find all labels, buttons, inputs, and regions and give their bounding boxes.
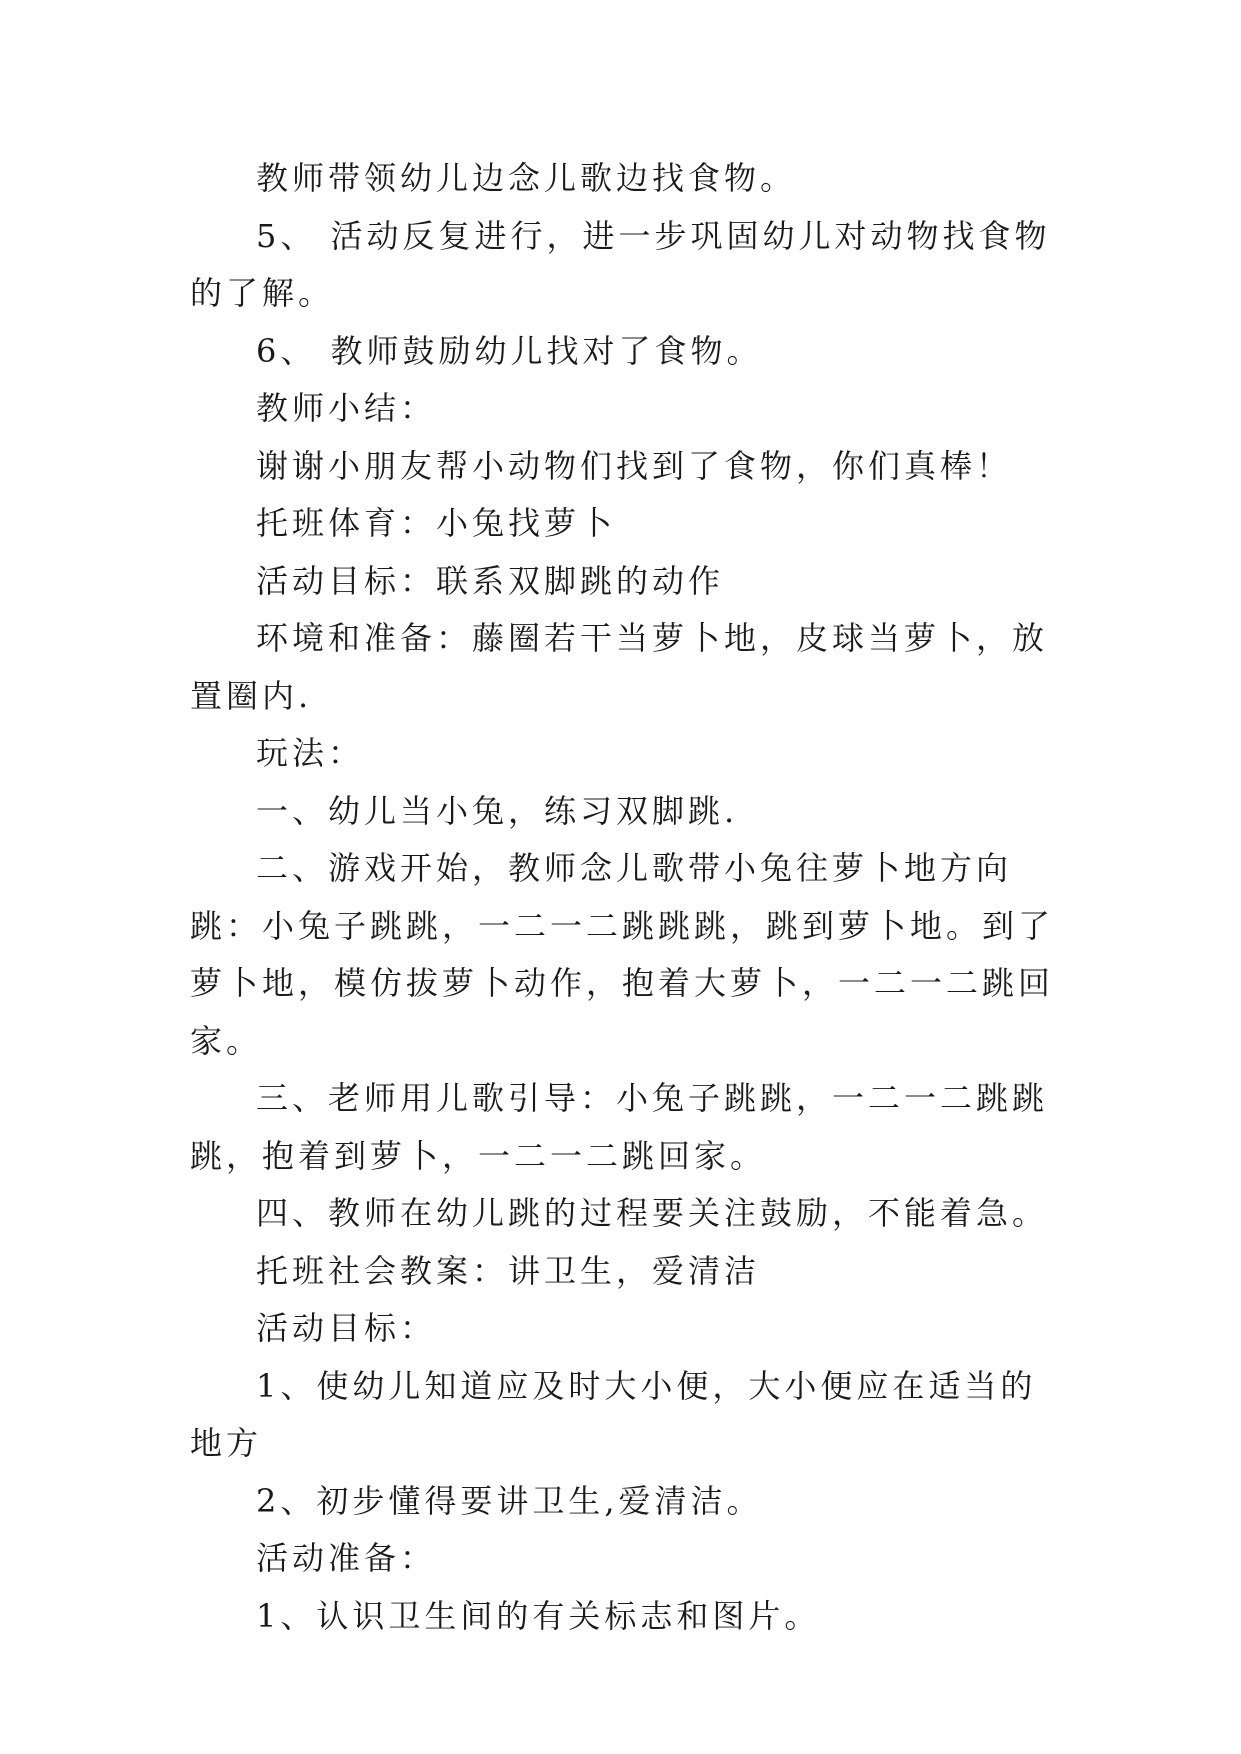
paragraph: 谢谢小朋友帮小动物们找到了食物，你们真棒！ — [256, 446, 1013, 485]
paragraph: 2、初步懂得要讲卫生,爱清洁。 — [256, 1481, 763, 1520]
paragraph: 四、教师在幼儿跳的过程要关注鼓励，不能着急。 — [256, 1194, 1049, 1232]
paragraph: 5、 活动反复进行，进一步巩固幼儿对动物找食物的了解。 — [190, 216, 1051, 312]
section-title: 托班社会教案：讲卫生，爱清洁 — [256, 1251, 761, 1290]
paragraph: 6、 教师鼓励幼儿找对了食物。 — [256, 331, 763, 370]
paragraph: 一、幼儿当小兔，练习双脚跳. — [256, 791, 739, 830]
paragraph: 活动准备： — [256, 1539, 437, 1577]
section-title: 托班体育：小兔找萝卜 — [256, 504, 617, 542]
paragraph: 教师带领幼儿边念儿歌边找食物。 — [256, 159, 797, 197]
paragraph: 活动目标： — [256, 1309, 437, 1347]
paragraph: 教师小结： — [256, 389, 437, 427]
paragraph: 环境和准备：藤圈若干当萝卜地，皮球当萝卜，放置圈内. — [190, 619, 1049, 715]
paragraph: 玩法： — [256, 734, 365, 772]
paragraph: 二、游戏开始，教师念儿歌带小兔往萝卜地方向跳：小兔子跳跳，一二一二跳跳跳，跳到萝卜地。到了萝卜地，模仿拔萝卜动作，抱着大萝卜，一二一二跳回家。 — [190, 849, 1055, 1060]
paragraph: 1、认识卫生间的有关标志和图片。 — [256, 1596, 821, 1635]
paragraph: 1、使幼儿知道应及时大小便，大小便应在适当的地方 — [190, 1366, 1037, 1462]
document-body — [190, 150, 1060, 1645]
paragraph: 三、老师用儿歌引导：小兔子跳跳，一二一二跳跳跳，抱着到萝卜，一二一二跳回家。 — [190, 1079, 1049, 1175]
paragraph: 活动目标：联系双脚跳的动作 — [256, 561, 725, 600]
